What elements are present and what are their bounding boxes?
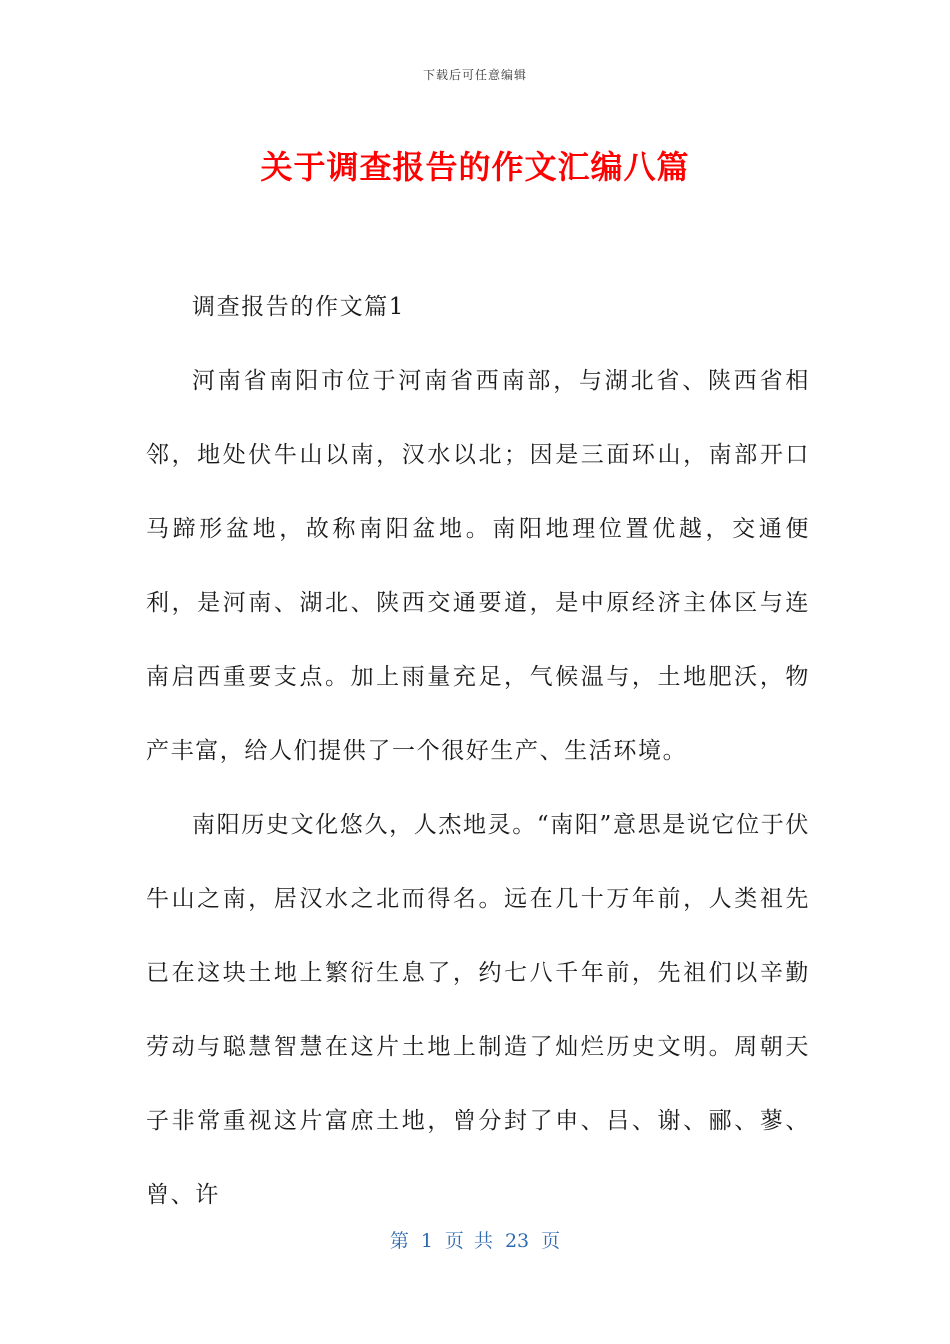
header-note: 下载后可任意编辑 <box>422 68 527 82</box>
footer-prefix: 第 <box>389 1230 409 1252</box>
paragraph: 河南省南阳市位于河南省西南部，与湖北省、陕西省相邻，地处伏牛山以南，汉水以北；因是三面环山，南部开口马蹄形盆地，故称南阳盆地。南阳地理位置优越，交通便利，是河南、湖北、陕西交通要道，是中原经济主体区与连南启西重要支点。加上雨量充足，气候温与，土地肥沃，物产丰富，给人们提供了一个很好生产、生活环境。 <box>146 368 810 764</box>
document-body <box>146 270 810 1232</box>
document-title: 关于调查报告的作文汇编八篇 <box>260 148 690 186</box>
footer-total-pages: 23 <box>504 1230 530 1252</box>
footer-suffix: 页 <box>541 1230 561 1252</box>
footer-middle: 页 共 <box>444 1230 493 1252</box>
footer-page-number: 1 <box>420 1230 433 1252</box>
paragraph: 南阳历史文化悠久，人杰地灵。“南阳”意思是说它位于伏牛山之南，居汉水之北而得名。远在几十万年前，人类祖先已在这块土地上繁衍生息了，约七八千年前，先祖们以辛勤劳动与聪慧智慧在这片土地上制造了灿烂历史文明。周朝天子非常重视这片富庶土地，曾分封了申、吕、谢、郦、蓼、曾、许 <box>146 812 810 1208</box>
section-heading: 调查报告的作文篇1 <box>192 294 406 320</box>
page-footer <box>0 1226 950 1253</box>
